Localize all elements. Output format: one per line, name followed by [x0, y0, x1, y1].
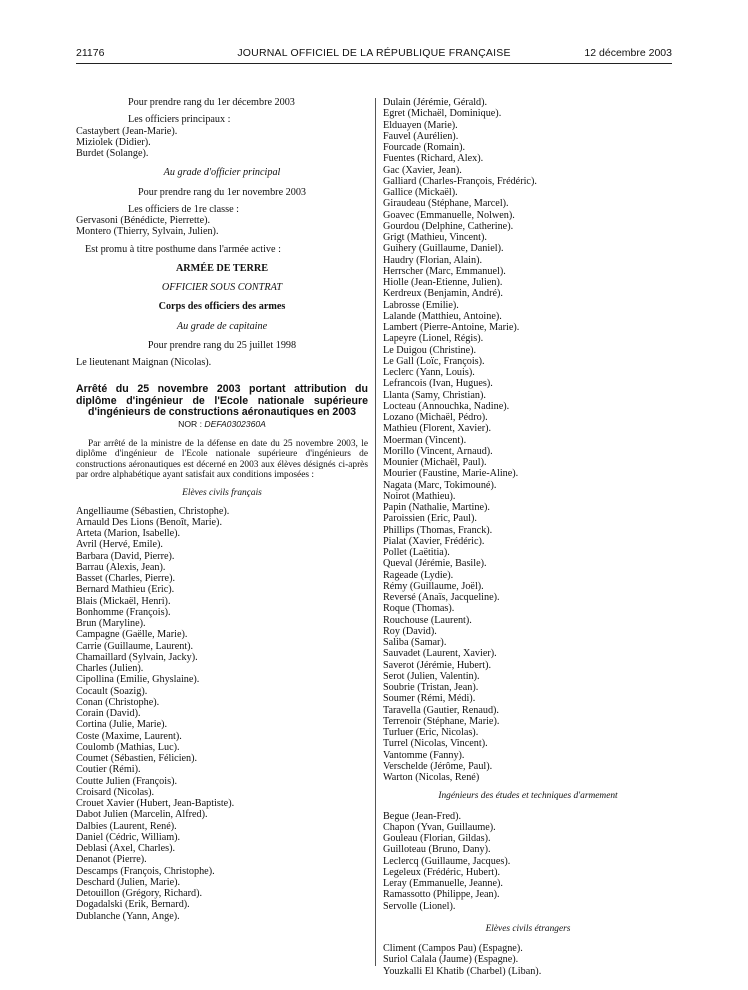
graduate-name: Crouet Xavier (Hubert, Jean-Baptiste).	[76, 798, 235, 810]
graduate-name: Croisard (Nicolas).	[76, 786, 155, 798]
graduate-name: Papin (Nathalie, Martine).	[383, 502, 490, 513]
graduate-name: Deblasi (Axel, Charles).	[76, 843, 176, 855]
corps-heading: Corps des officiers des armes	[158, 301, 286, 313]
etrangers-heading: Elèves civils étrangers	[485, 923, 571, 934]
graduate-name: Turluer (Eric, Nicolas).	[383, 727, 479, 738]
graduate-name: Phillips (Thomas, Franck).	[383, 524, 493, 536]
graduate-name: Avril (Hervé, Emile).	[76, 539, 163, 551]
rang-line-3: Pour prendre rang du 25 juillet 1998	[147, 339, 297, 351]
graduate-name: Campagne (Gaëlle, Marie).	[76, 629, 188, 641]
graduate-name: Coutte Julien (François).	[76, 775, 178, 787]
graduate-name: Charles (Julien).	[76, 663, 144, 675]
graduate-name: Lambert (Pierre-Antoine, Marie).	[383, 322, 520, 333]
ingenieur-name: Ramassotto (Philippe, Jean).	[383, 889, 500, 901]
right-names-list	[383, 97, 673, 783]
graduate-name: Vantomme (Fanny).	[383, 749, 465, 761]
graduate-name: Queval (Jérémie, Basile).	[383, 558, 487, 570]
graduate-name: Saliba (Samar).	[383, 637, 447, 648]
graduate-name: Elduayen (Marie).	[383, 119, 458, 131]
graduate-name: Soumer (Rémi, Médi).	[383, 693, 476, 705]
graduate-name: Warton (Nicolas, René)	[383, 772, 480, 783]
graduate-name: Llanta (Samy, Christian).	[383, 389, 486, 401]
armee-heading: ARMÉE DE TERRE	[175, 262, 269, 274]
foreign-student-name: Climent (Campos Pau) (Espagne).	[383, 943, 523, 954]
graduate-name: Rouchouse (Laurent).	[383, 614, 472, 626]
graduate-name: Coumet (Sébastien, Félicien).	[76, 753, 198, 765]
nor-value: DEFA0302360A	[204, 419, 266, 430]
officiers-principaux-list	[76, 126, 368, 160]
graduate-name: Conan (Christophe).	[76, 696, 160, 708]
graduate-name: Lapeyre (Lionel, Régis).	[383, 333, 484, 345]
graduate-name: Bernard Mathieu (Eric).	[76, 584, 175, 596]
graduate-name: Roque (Thomas).	[383, 603, 455, 615]
officiers-1re-classe-label: Les officiers de 1re classe :	[128, 203, 239, 215]
graduate-name: Terrenoir (Stéphane, Marie).	[383, 715, 500, 727]
ingenieur-name: Legeleux (Frédéric, Hubert).	[383, 866, 501, 878]
graduate-name: Labrosse (Emilie).	[383, 299, 459, 311]
graduate-name: Gourdou (Delphine, Catherine).	[383, 220, 514, 232]
graduate-name: Fauvel (Aurélien).	[383, 130, 459, 142]
graduate-name: Barrau (Alexis, Jean).	[76, 561, 166, 573]
ingenieur-name: Leray (Emmanuelle, Jeanne).	[383, 878, 503, 889]
graduate-name: Verschelde (Jérôme, Paul).	[383, 760, 493, 772]
graduate-name: Nagata (Marc, Tokimouné).	[383, 479, 497, 491]
ingenieurs-list	[383, 811, 673, 912]
graduate-name: Guihery (Guillaume, Daniel).	[383, 243, 504, 255]
graduate-name: Detouillon (Grégory, Richard).	[76, 888, 203, 900]
graduate-name: Gac (Xavier, Jean).	[383, 164, 462, 176]
grade-officier-principal: Au grade d'officier principal	[163, 167, 281, 179]
graduate-name: Daniel (Cédric, William).	[76, 831, 181, 843]
officer-name: Gervasoni (Bénédicte, Pierrette).	[76, 215, 211, 226]
rang-line-2: Pour prendre rang du 1er novembre 2003	[137, 186, 307, 198]
column-divider	[375, 98, 376, 966]
graduate-name: Basset (Charles, Pierre).	[76, 573, 176, 585]
graduate-name: Le Duigou (Christine).	[383, 344, 477, 356]
graduate-name: Lozano (Michaël, Pédro).	[383, 412, 488, 423]
officer-name: Miziolek (Didier).	[76, 136, 151, 148]
graduate-name: Turrel (Nicolas, Vincent).	[383, 738, 488, 750]
graduate-name: Brun (Maryline).	[76, 618, 146, 630]
foreign-student-name: Youzkalli El Khatib (Charbel) (Liban).	[383, 965, 542, 977]
lieutenant-line: Le lieutenant Maignan (Nicolas).	[76, 357, 212, 368]
page-header	[0, 47, 748, 61]
ingenieur-name: Chapon (Yvan, Guillaume).	[383, 821, 496, 833]
graduate-name: Soubrie (Tristan, Jean).	[383, 682, 479, 693]
left-column	[76, 97, 368, 922]
rang-line-1: Pour prendre rang du 1er décembre 2003	[128, 97, 295, 108]
nor-label: NOR :	[178, 419, 202, 430]
graduate-name: Herrscher (Marc, Emmanuel).	[383, 265, 506, 277]
graduate-name: Dogadalski (Erik, Bernard).	[76, 899, 190, 911]
graduate-name: Rémy (Guillaume, Joël).	[383, 580, 484, 592]
graduate-name: Pialat (Xavier, Frédéric).	[383, 535, 485, 547]
graduate-name: Deschard (Julien, Marie).	[76, 876, 181, 888]
ingenieur-name: Begue (Jean-Fred).	[383, 810, 462, 822]
officer-name: Burdet (Solange).	[76, 148, 149, 159]
arrete-body: Par arrêté de la ministre de la défense en date du 25 novembre 2003, le diplôme d'ingénieur de l'Ecole nationale supérieure d'ingénieurs de constructions aéronautiques est décerné en 2003 aux élèves désignés ci-après par ordre alphabétique ayant satisfait aux conditions imposées :	[76, 438, 368, 480]
eleves-francais-heading: Elèves civils français	[182, 488, 262, 499]
graduate-name: Coste (Maxime, Laurent).	[76, 730, 182, 742]
graduate-name: Gallice (Mickaël).	[383, 187, 458, 198]
graduate-name: Fourcade (Romain).	[383, 142, 466, 153]
graduate-name: Reversé (Anaïs, Jacqueline).	[383, 592, 500, 603]
posthume-line: Est promu à titre posthume dans l'armée active :	[85, 243, 281, 255]
journal-title: JOURNAL OFFICIEL DE LA RÉPUBLIQUE FRANÇAISE	[237, 47, 511, 59]
ingenieur-name: Guilloteau (Bruno, Dany).	[383, 844, 491, 856]
graduate-name: Paroissien (Eric, Paul).	[383, 513, 477, 525]
officiers-1re-classe-list	[76, 215, 368, 238]
graduate-name: Arteta (Marion, Isabelle).	[76, 528, 181, 540]
nor-line	[76, 419, 368, 430]
graduate-name: Galliard (Charles-François, Frédéric).	[383, 175, 537, 187]
graduate-name: Rageade (Lydie).	[383, 569, 454, 581]
graduate-name: Haudry (Florian, Alain).	[383, 254, 483, 266]
graduate-name: Dublanche (Yann, Ange).	[76, 910, 180, 922]
officer-name: Montero (Thierry, Sylvain, Julien).	[76, 226, 219, 238]
right-column	[383, 97, 673, 977]
foreign-student-name: Suriol Calala (Jaume) (Espagne).	[383, 954, 519, 966]
ingenieur-name: Servolle (Lionel).	[383, 900, 456, 912]
graduate-name: Lalande (Matthieu, Antoine).	[383, 310, 502, 322]
ingenieur-name: Leclercq (Guillaume, Jacques).	[383, 855, 511, 867]
graduate-name: Dabot Julien (Marcelin, Alfred).	[76, 809, 208, 821]
graduate-name: Angelliaume (Sébastien, Christophe).	[76, 505, 230, 517]
graduate-name: Mounier (Michaël, Paul).	[383, 457, 487, 468]
graduate-name: Denanot (Pierre).	[76, 854, 147, 866]
ingenieur-name: Gouleau (Florian, Gildas).	[383, 833, 491, 844]
graduate-name: Roy (David).	[383, 625, 437, 637]
graduate-name: Cipollina (Emilie, Ghyslaine).	[76, 674, 200, 686]
page-number: 21176	[76, 47, 105, 59]
graduate-name: Saverot (Jérémie, Hubert).	[383, 659, 492, 671]
graduate-name: Descamps (François, Christophe).	[76, 865, 215, 877]
graduate-name: Morillo (Vincent, Arnaud).	[383, 445, 493, 457]
graduate-name: Blais (Mickaël, Henri).	[76, 595, 171, 607]
graduate-name: Coulomb (Mathias, Luc).	[76, 741, 180, 753]
graduate-name: Bonhomme (François).	[76, 606, 171, 618]
graduate-name: Giraudeau (Stéphane, Marcel).	[383, 198, 509, 210]
graduate-name: Cocault (Soazig).	[76, 685, 148, 697]
graduate-name: Lefrancois (Ivan, Hugues).	[383, 378, 493, 390]
officer-name: Castaybert (Jean-Marie).	[76, 125, 178, 137]
graduate-name: Mathieu (Florent, Xavier).	[383, 423, 492, 435]
graduate-name: Coutier (Rémi).	[76, 764, 141, 776]
graduate-name: Cortina (Julie, Marie).	[76, 719, 168, 731]
graduate-name: Dalbies (Laurent, René).	[76, 820, 177, 832]
graduate-name: Chamaillard (Sylvain, Jacky).	[76, 651, 198, 663]
header-rule	[76, 63, 672, 64]
arrete-title: Arrêté du 25 novembre 2003 portant attribution du diplôme d'ingénieur de l'Ecole nationale supérieure d'ingénieurs de constructions aéronautiques en 2003	[76, 383, 368, 419]
officier-contrat-heading: OFFICIER SOUS CONTRAT	[161, 282, 283, 293]
graduate-name: Corain (David).	[76, 708, 141, 720]
graduate-name: Sauvadet (Laurent, Xavier).	[383, 648, 497, 660]
graduate-name: Le Gall (Loïc, François).	[383, 355, 485, 367]
etrangers-list	[383, 943, 673, 977]
graduate-name: Pollet (Laëtitia).	[383, 547, 450, 558]
graduate-name: Dulain (Jérémie, Gérald).	[383, 97, 488, 108]
graduate-name: Carrie (Guillaume, Laurent).	[76, 640, 194, 652]
graduate-name: Barbara (David, Pierre).	[76, 550, 175, 562]
left-names-list	[76, 506, 368, 922]
officiers-principaux-label: Les officiers principaux :	[128, 114, 231, 126]
graduate-name: Leclerc (Yann, Louis).	[383, 367, 475, 378]
graduate-name: Taravella (Gautier, Renaud).	[383, 704, 499, 716]
graduate-name: Goavec (Emmanuelle, Nolwen).	[383, 209, 515, 221]
grade-capitaine-heading: Au grade de capitaine	[176, 320, 268, 332]
graduate-name: Noirot (Mathieu).	[383, 490, 456, 502]
graduate-name: Grigt (Mathieu, Vincent).	[383, 232, 487, 243]
graduate-name: Kerdreux (Benjamin, André).	[383, 288, 503, 300]
graduate-name: Serot (Julien, Valentin).	[383, 670, 480, 682]
issue-date: 12 décembre 2003	[584, 47, 672, 59]
ingenieurs-heading: Ingénieurs des études et techniques d'armement	[438, 791, 618, 802]
graduate-name: Locteau (Annouchka, Nadine).	[383, 400, 510, 412]
graduate-name: Fuentes (Richard, Alex).	[383, 153, 484, 165]
graduate-name: Mourier (Faustine, Marie-Aline).	[383, 468, 519, 480]
graduate-name: Arnauld Des Lions (Benoît, Marie).	[76, 516, 222, 528]
graduate-name: Egret (Michaël, Dominique).	[383, 108, 502, 120]
graduate-name: Hiolle (Jean-Etienne, Julien).	[383, 277, 503, 288]
graduate-name: Moerman (Vincent).	[383, 434, 467, 446]
